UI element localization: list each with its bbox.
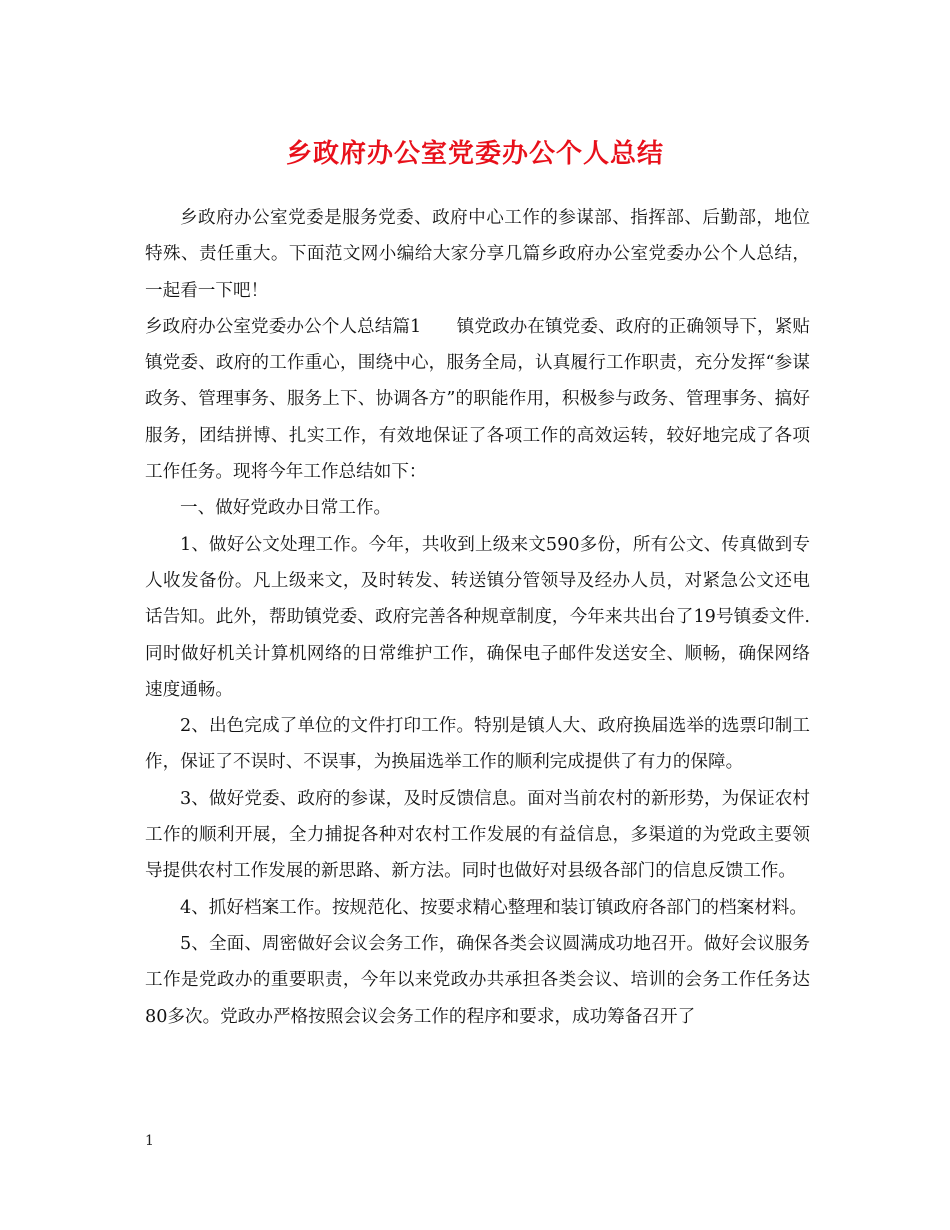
section-heading: 一、做好党政办日常工作。	[180, 498, 392, 519]
document-title: 乡政府办公室党委办公个人总结	[285, 139, 664, 169]
intro-paragraph: 乡政府办公室党委是服务党委、政府中心工作的参谋部、指挥部、后勤部，地位特殊、责任重大。下面范文网小编给大家分享几篇乡政府办公室党委办公个人总结，一起看一下吧！	[145, 208, 810, 301]
body-paragraph: 5、全面、周密做好会议会务工作，确保各类会议圆满成功地召开。做好会议服务工作是党政办的重要职责，今年以来党政办共承担各类会议、培训的会务工作任务达80多次。党政办严格按照会议会务工作的程序和要求，成功筹备召开了	[145, 933, 810, 1027]
section-paragraph: 乡政府办公室党委办公个人总结篇1 镇党政办在镇党委、政府的正确领导下，紧贴镇党委、政府的工作重心，围绕中心，服务全局，认真履行工作职责，充分发挥“参谋政务、管理事务、服务上下、协调各方”的职能作用，积极参与政务、管理事务、搞好服务，团结拼博、扎实工作，有效地保证了各项工作的高效运转，较好地完成了各项工作任务。现将今年工作总结如下：	[145, 316, 810, 483]
body-paragraph: 1、做好公文处理工作。今年，共收到上级来文590多份，所有公文、传真做到专人收发备份。凡上级来文，及时转发、转送镇分管领导及经办人员，对紧急公文还电话告知。此外，帮助镇党委、政府完善各种规章制度，今年来共出台了19号镇委文件.同时做好机关计算机网络的日常维护工作，确保电子邮件发送安全、顺畅，确保网络速度通畅。	[145, 534, 810, 700]
body-paragraph: 3、做好党委、政府的参谋，及时反馈信息。面对当前农村的新形势，为保证农村工作的顺利开展，全力捕捉各种对农村工作发展的有益信息，多渠道的为党政主要领导提供农村工作发展的新思路、新方法。同时也做好对县级各部门的信息反馈工作。	[145, 788, 810, 882]
body-paragraph: 2、出色完成了单位的文件打印工作。特别是镇人大、政府换届选举的选票印制工作，保证了不误时、不误事，为换届选举工作的顺利完成提供了有力的保障。	[145, 716, 810, 773]
page-number: 1	[145, 1133, 154, 1149]
body-paragraph: 4、抓好档案工作。按规范化、按要求精心整理和装订镇政府各部门的档案材料。	[180, 897, 807, 918]
document-body	[145, 200, 810, 1035]
